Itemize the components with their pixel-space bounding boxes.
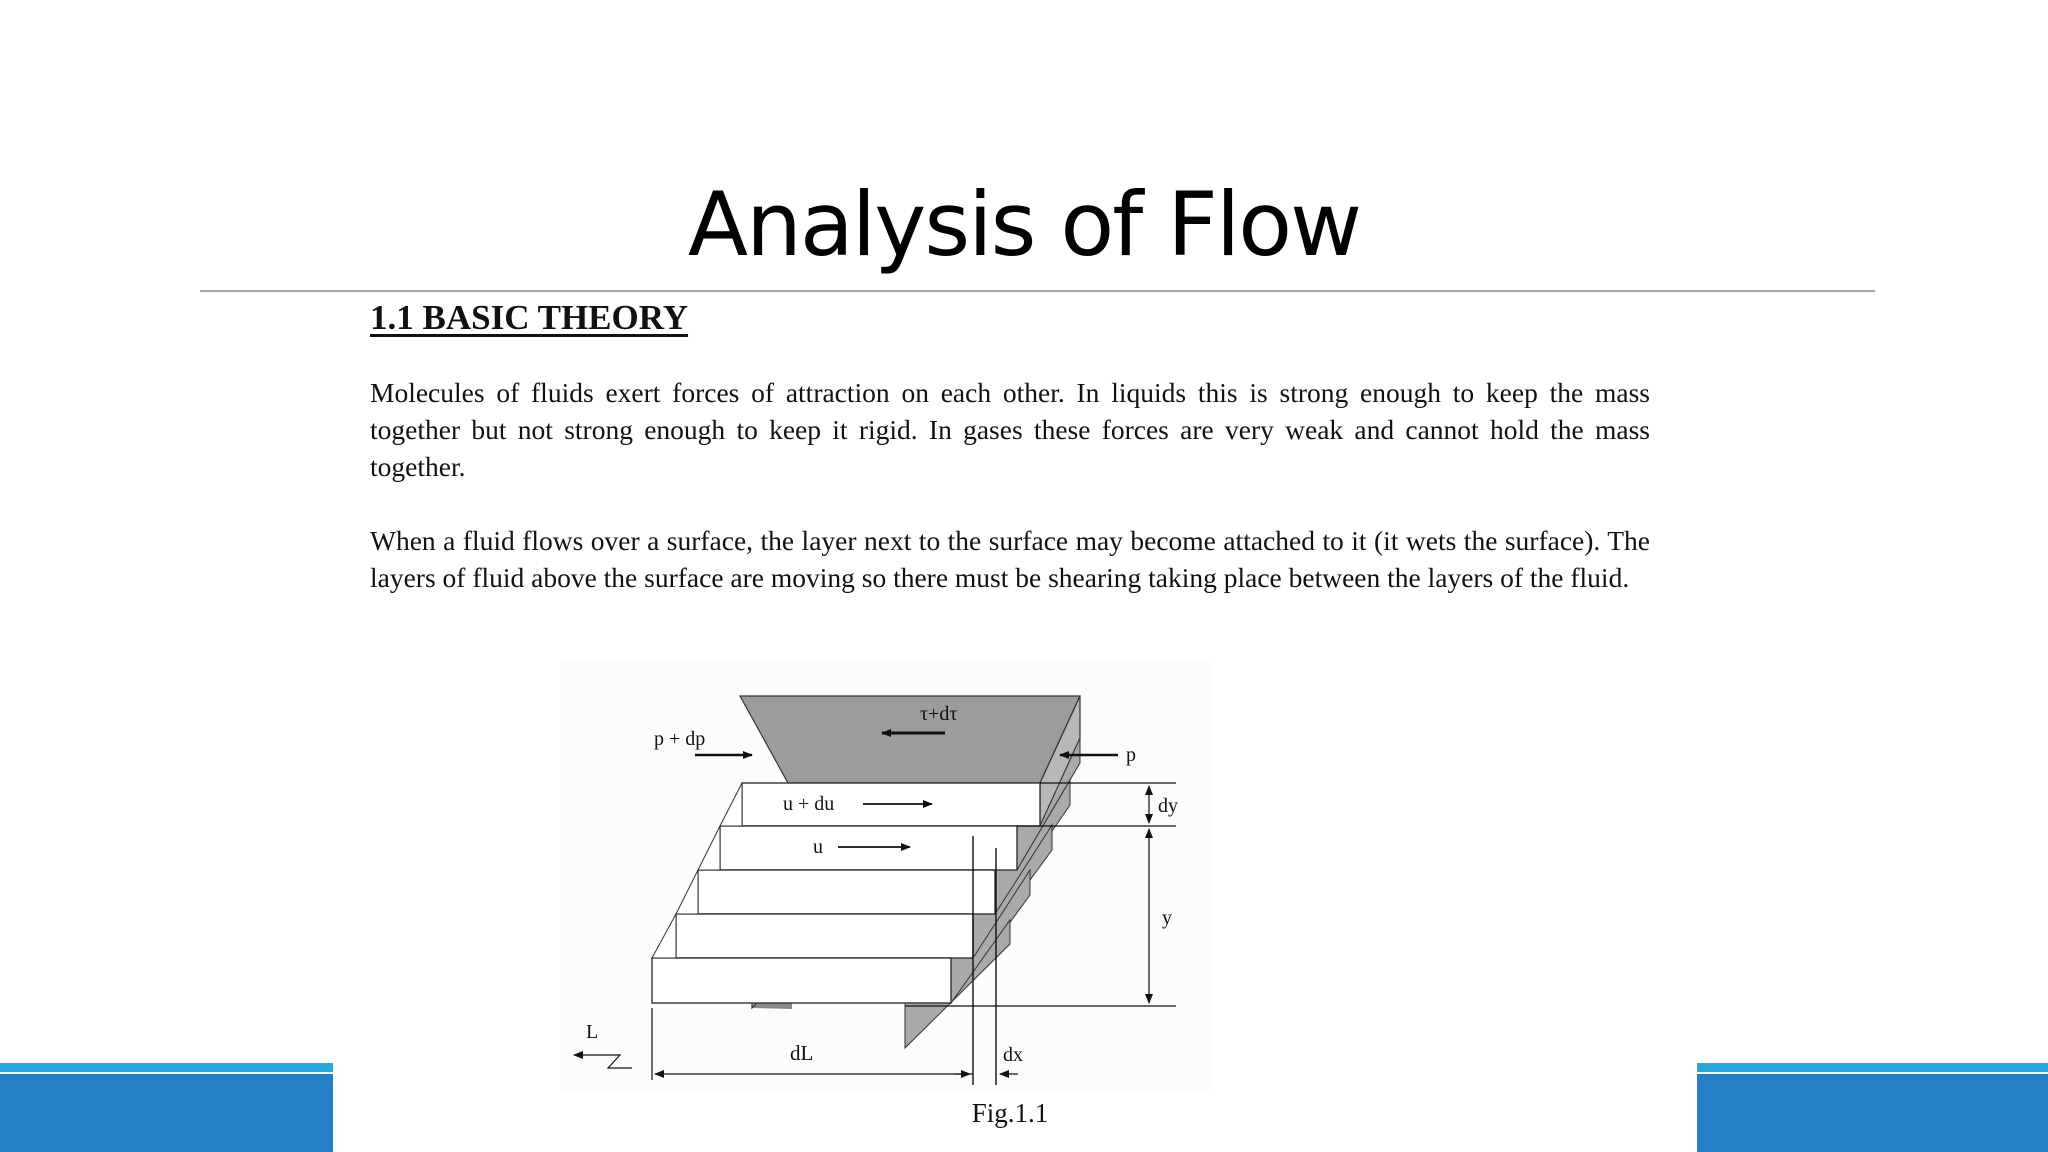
footer-accent-right [1697, 1074, 2048, 1152]
dl-label: dL [790, 1041, 814, 1065]
paragraph-2: When a fluid flows over a surface, the layer next to the surface may become attached to it (it wets the surface). The layers of fluid above the surface are moving so there must be shearing taking place between the layers of the fluid. [370, 525, 1650, 593]
section-heading: 1.1 BASIC THEORY [370, 298, 689, 337]
dx-dimension [955, 1044, 1023, 1074]
footer-accent-right-thin [1697, 1063, 2048, 1072]
pressure-left-label: p + dp [654, 728, 706, 750]
figure-caption: Fig.1.1 [971, 1098, 1049, 1128]
content-area [370, 296, 1650, 596]
shear-stress-label: τ+dτ [920, 703, 958, 725]
title-divider [200, 290, 1875, 292]
slide-title: Analysis of Flow [687, 173, 1361, 276]
footer-accent-left [0, 1074, 333, 1152]
pressure-left-arrow [654, 728, 752, 755]
footer-accent-left-thin [0, 1063, 333, 1072]
y-label: y [1162, 907, 1172, 929]
l-label: L [586, 1021, 599, 1043]
l-axis-marker [574, 1021, 632, 1068]
paragraph-1: Molecules of fluids exert forces of attraction on each other. In liquids this is strong enough to keep the mass together but not strong enough to keep it rigid. In gases these forces are very weak and cannot hold the mass together. [370, 377, 1650, 482]
pressure-right-label: p [1126, 744, 1136, 766]
dy-label: dy [1158, 795, 1178, 817]
shear-flow-diagram [560, 660, 1212, 1092]
velocity-top-label: u + du [783, 793, 835, 815]
dx-label: dx [1003, 1044, 1023, 1066]
velocity-label: u [813, 836, 823, 858]
